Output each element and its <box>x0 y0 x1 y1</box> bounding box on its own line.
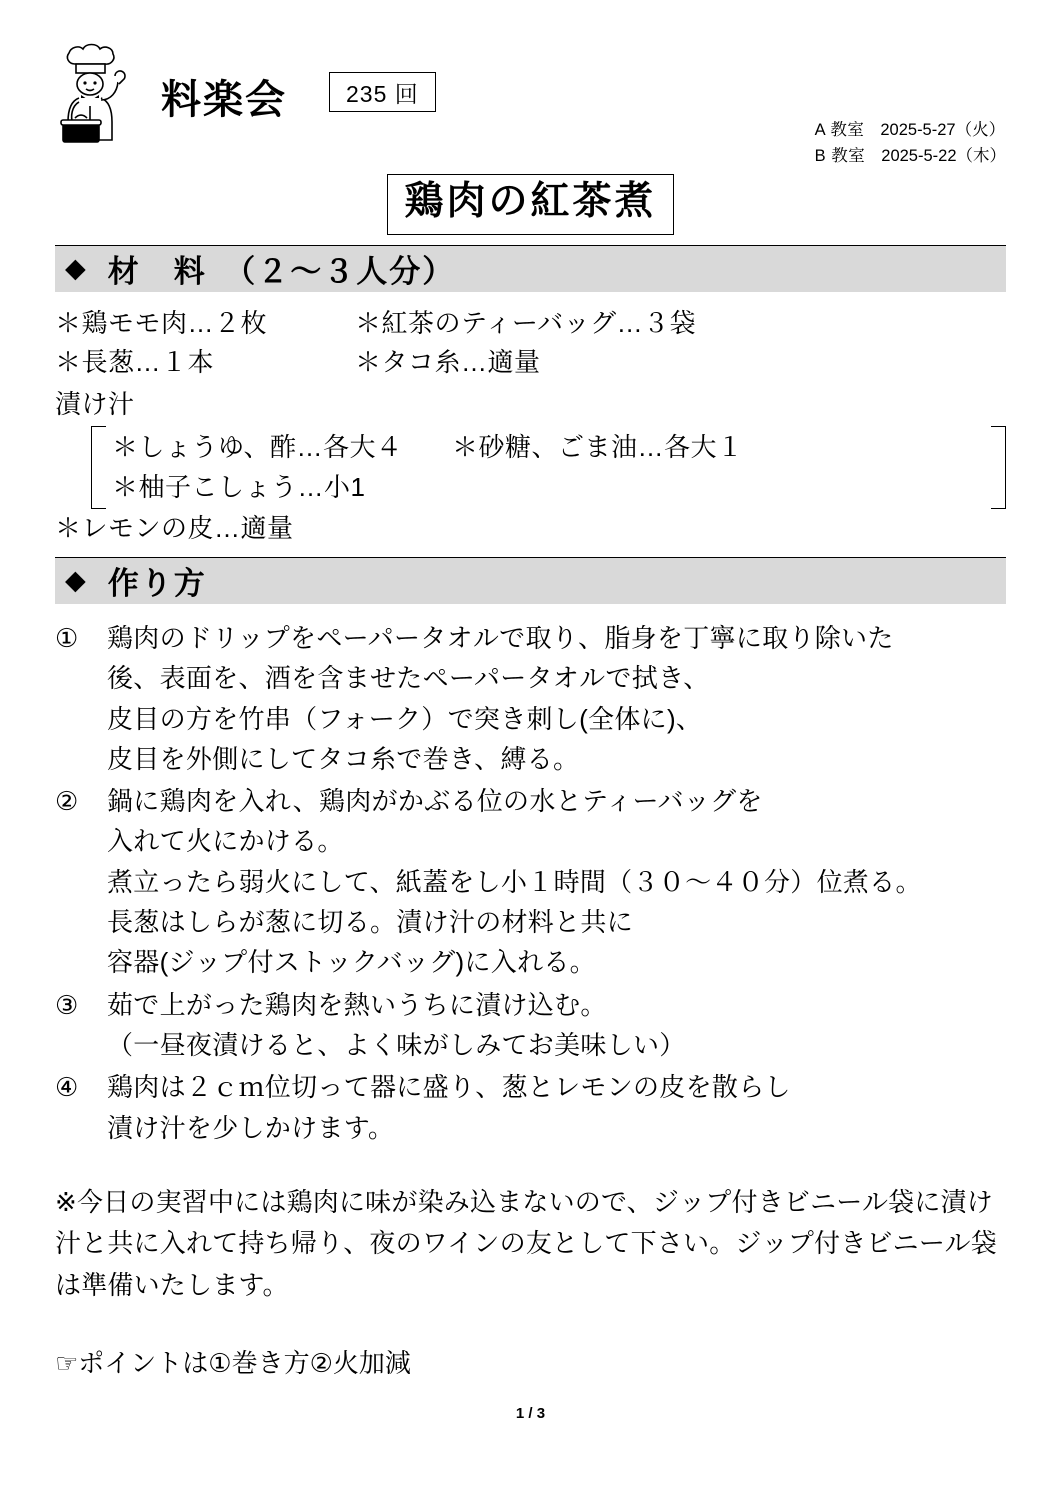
marinade-subheading: 漬け汁 <box>55 388 135 419</box>
diamond-icon: ◆ <box>65 565 86 596</box>
step-line: 皮目を外側にしてタコ糸で巻き、縛る。 <box>107 743 580 774</box>
method-step <box>55 781 1006 982</box>
step-line: 後、表面を、酒を含ませたペーパータオルで拭き、 <box>107 663 710 694</box>
method-heading: 作り方 <box>107 566 207 602</box>
page-number: 1 / 3 <box>515 1405 546 1422</box>
bracket-right-icon <box>991 426 1006 509</box>
brand-title: 料楽会 <box>161 77 287 123</box>
ingredient-row <box>112 468 991 508</box>
step-number: ① <box>55 622 79 653</box>
ingredient-row <box>112 428 991 468</box>
chef-illustration-icon <box>55 40 147 150</box>
step-line: 皮目の方を竹串（フォーク）で突き刺し(全体に)、 <box>107 703 703 734</box>
ingredients-section-bar <box>55 245 1006 292</box>
step-line: 鶏肉のドリップをペーパータオルで取り、脂身を丁寧に取り除いた <box>107 622 894 653</box>
ingredient-item: ＊しょうゆ、酢…各大４ <box>112 432 403 463</box>
document-header <box>55 40 1006 165</box>
ingredient-item: ＊タコ糸…適量 <box>355 347 541 378</box>
class-dates <box>815 118 1006 169</box>
step-number: ③ <box>55 989 79 1020</box>
recipe-title: 鶏肉の紅茶煮 <box>387 174 673 235</box>
class-b-label: B 教室 <box>814 146 866 165</box>
ingredient-row <box>55 343 1006 383</box>
ingredient-row <box>55 304 1006 344</box>
step-number: ④ <box>55 1072 79 1103</box>
recipe-title-wrap <box>55 174 1006 235</box>
ingredient-item: ＊紅茶のティーバッグ…３袋 <box>355 307 697 338</box>
diamond-icon: ◆ <box>65 253 86 284</box>
ingredient-item: ＊柚子こしょう…小1 <box>112 471 366 502</box>
step-line: 茹で上がった鶏肉を熱いうちに漬け込む。 <box>107 989 607 1020</box>
class-date-row <box>815 144 1006 170</box>
ingredients-list <box>55 304 1006 549</box>
step-line: 漬け汁を少しかけます。 <box>107 1112 395 1143</box>
ingredients-heading: 材 料 （２～３人分） <box>107 254 456 290</box>
issue-number-box: 235 回 <box>329 72 436 112</box>
step-line: 長葱はしらが葱に切る。漬け汁の材料と共に <box>107 907 634 938</box>
method-step <box>55 1067 1006 1148</box>
step-line: 容器(ジップ付ストックバッグ)に入れる。 <box>107 947 596 978</box>
method-step <box>55 985 1006 1066</box>
ingredient-item: ＊長葱…１本 <box>55 347 215 378</box>
point-text: ☞ポイントは①巻き方②火加減 <box>55 1347 411 1378</box>
marinade-bracket-group <box>91 426 1006 509</box>
note-text: ※今日の実習中には鶏肉に味が染み込まないので、ジップ付きビニール袋に漬け汁と共に入れて持ち帰り、夜のワインの友として下さい。ジップ付きビニール袋は準備いたします。 <box>55 1186 997 1301</box>
step-line: 鍋に鶏肉を入れ、鶏肉がかぶる位の水とティーバッグを <box>107 786 763 817</box>
step-line: 鶏肉は２ｃｍ位切って器に盛り、葱とレモンの皮を散らし <box>107 1072 791 1103</box>
ingredient-item: ＊レモンの皮…適量 <box>55 513 294 544</box>
step-number: ② <box>55 786 79 817</box>
class-a-label: A 教室 <box>814 121 865 139</box>
method-steps <box>55 618 1006 1148</box>
class-a-date: 2025-5-27（火） <box>880 121 1006 139</box>
step-line: （一昼夜漬けると、よく味がしみてお美味しい） <box>107 1029 686 1060</box>
class-date-row <box>815 118 1006 144</box>
class-b-date: 2025-5-22（木） <box>881 146 1006 165</box>
step-line: 煮立ったら弱火にして、紙蓋をし小１時間（３０～４０分）位煮る。 <box>107 866 922 897</box>
ingredient-item: ＊鶏モモ肉…２枚 <box>55 307 268 338</box>
step-line: 入れて火にかける。 <box>107 826 344 857</box>
method-step <box>55 618 1006 779</box>
method-section-bar <box>55 557 1006 604</box>
bracket-left-icon <box>91 426 106 509</box>
ingredient-item: ＊砂糖、ごま油…各大１ <box>452 432 744 463</box>
